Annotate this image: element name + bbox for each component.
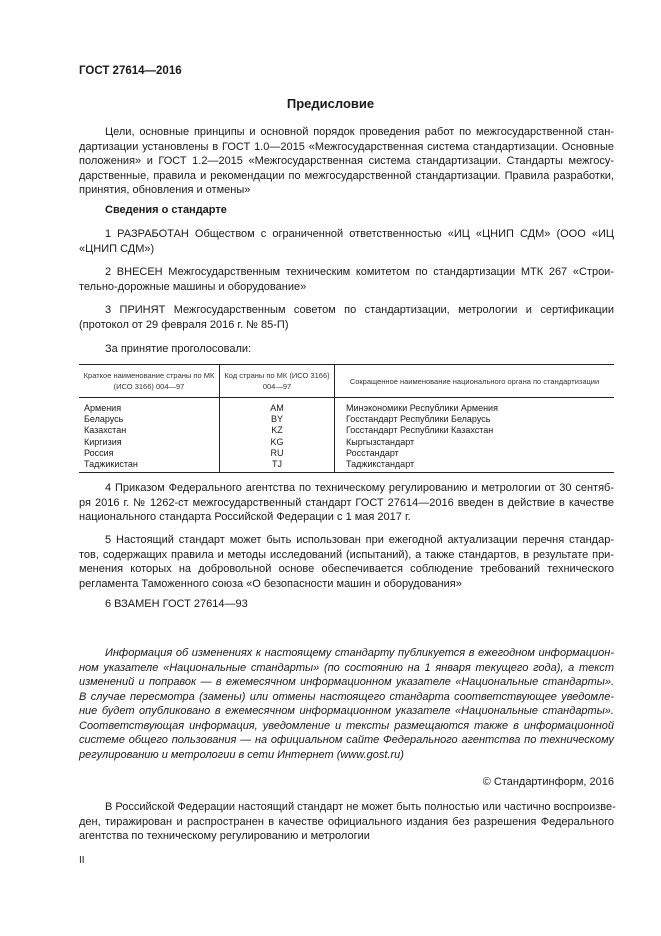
text-line: 3 ПРИНЯТ Межгосударственным советом по стандартизации, метрологии и сертификации	[105, 304, 614, 316]
text-line: ние будет опубликовано в ежемесячном информационном указателе «Национальные стандарты».	[79, 705, 614, 717]
table-row	[79, 437, 614, 448]
text-line: 1 РАЗРАБОТАН Обществом с ограниченной ответственностью «ИЦ «ЦНИП СДМ» (ООО «ИЦ	[105, 228, 614, 240]
text-line: менения которых на добровольной основе обеспечивается соблюдение требований технического	[79, 563, 614, 575]
text-line: ден, тиражирован и распространен в качестве официального издания без разрешения Федерального	[79, 815, 614, 828]
text-line: Соответствующая информация, уведомление и тексты размещаются также в информационной	[79, 719, 614, 732]
cell-country: Киргизия	[84, 436, 122, 447]
text-line: дартизации установлены в ГОСТ 1.0—2015 «Межгосударственная система стандартизации. Основные	[79, 140, 614, 153]
text-line: регулированию и метрологии в сети Интернет (www.gost.ru)	[79, 748, 404, 761]
page-title: Предисловие	[286, 96, 375, 111]
table-row	[79, 448, 614, 459]
text-line: изменений и поправок — в ежемесячном информационном указателе «Национальные стандарты».	[79, 676, 614, 688]
text-line: «ЦНИП СДМ»)	[79, 242, 155, 255]
cell-country: Беларусь	[84, 414, 124, 425]
item-6-paragraph: 6 ВЗАМЕН ГОСТ 27614—93	[105, 598, 248, 610]
text-line: агентства по техническому регулированию и метрологии	[79, 830, 370, 842]
column-header-code: Код страны по МК (ИСО 3166) 004—97	[220, 365, 335, 398]
cell-country: Таджикистан	[79, 459, 220, 473]
section-subheading: Сведения о стандарте	[105, 204, 227, 216]
cell-country: Казахстан	[84, 425, 127, 436]
cell-country: Россия	[84, 447, 114, 458]
item-5-paragraph	[79, 533, 614, 591]
cell-org: Госстандарт Республики Казахстан	[346, 425, 494, 436]
table-row	[79, 414, 614, 425]
text-line: регламента Таможенного союза «О безопасности машин и оборудования»	[79, 577, 462, 590]
rights-paragraph	[79, 800, 614, 844]
text-line: Цели, основные принципы и основной порядок проведения работ по межгосударственной стан-	[105, 126, 614, 138]
cell-code: AM	[220, 398, 335, 415]
cell-org: Минэкономики Республики Армения	[346, 403, 498, 413]
text-line: национального стандарта Российской Федерации с 1 мая 2017 г.	[79, 511, 411, 523]
text-line: принятия, обновления и отмены»	[79, 184, 251, 196]
column-header-country: Краткое наименование страны по МК (ИСО 3166) 004—97	[79, 365, 220, 398]
text-line: ря 2016 г. № 1262-ст межгосударственный стандарт ГОСТ 27614—2016 введен в действие в качестве	[79, 496, 614, 509]
text-line: 5 Настоящий стандарт может быть использован при ежегодной актуализации перечня стандар-	[105, 534, 614, 546]
cell-code: KZ	[220, 425, 335, 436]
document-header: ГОСТ 27614—2016	[79, 65, 182, 77]
text-line: 2 ВНЕСЕН Межгосударственным техническим комитетом по стандартизации МТК 267 «Строи-	[105, 266, 614, 278]
column-header-org: Сокращенное наименование национального органа по стандартизации	[335, 365, 615, 398]
info-paragraph	[79, 646, 614, 762]
table-row	[79, 425, 614, 436]
cell-country: Армения	[84, 403, 122, 413]
item-3-paragraph	[79, 303, 614, 332]
page-number: II	[79, 855, 85, 866]
text-line: Информация об изменениях к настоящему стандарту публикуется в ежегодном информацион-	[105, 647, 614, 659]
text-line: В Российской Федерации настоящий стандарт не может быть полностью или частично воспроизве-	[105, 801, 616, 813]
voting-table	[79, 364, 614, 473]
table-row	[79, 459, 614, 473]
text-line: (протокол от 29 февраля 2016 г. № 85-П)	[79, 318, 289, 331]
cell-org: Госстандарт Республики Беларусь	[346, 414, 491, 425]
text-line: тельно-дорожные машины и оборудование»	[79, 280, 307, 293]
cell-code: RU	[220, 448, 335, 459]
intro-paragraph	[79, 125, 614, 198]
voted-label: За принятие проголосовали:	[105, 343, 252, 355]
text-line: системе общего пользования — на официальном сайте Федерального агентства по техническому	[79, 734, 614, 746]
item-4-paragraph	[79, 481, 614, 525]
text-line: 4 Приказом Федерального агентства по техническому регулированию и метрологии от 30 сентяб-	[105, 482, 614, 494]
text-line: В случае пересмотра (замены) или отмены настоящего стандарта соответствующее уведомле-	[79, 690, 614, 703]
cell-org: Росстандарт	[346, 447, 399, 458]
cell-org: Кыргызстандарт	[346, 436, 415, 447]
cell-code: TJ	[220, 459, 335, 473]
item-2-paragraph	[79, 265, 614, 294]
cell-code: BY	[220, 414, 335, 425]
cell-code: KG	[220, 437, 335, 448]
item-1-paragraph	[79, 227, 614, 256]
table-header-row	[79, 365, 614, 398]
text-line: тов, содержащих правила и методы исследований (испытаний), а также стандартов, в результате при-	[79, 548, 614, 561]
text-line: дарственные, правила и рекомендации по межгосударственной стандартизации. Правила разработки,	[79, 169, 614, 182]
copyright-notice: © Стандартинформ, 2016	[482, 776, 614, 788]
text-line: ном указателе «Национальные стандарты» (по состоянию на 1 января текущего года), а текст	[79, 661, 614, 674]
cell-org: Таджикстандарт	[335, 459, 615, 473]
text-line: положения» и ГОСТ 1.2—2015 «Межгосударственная система стандартизации. Стандарты межгосу-	[79, 155, 614, 167]
table-row	[79, 398, 614, 415]
